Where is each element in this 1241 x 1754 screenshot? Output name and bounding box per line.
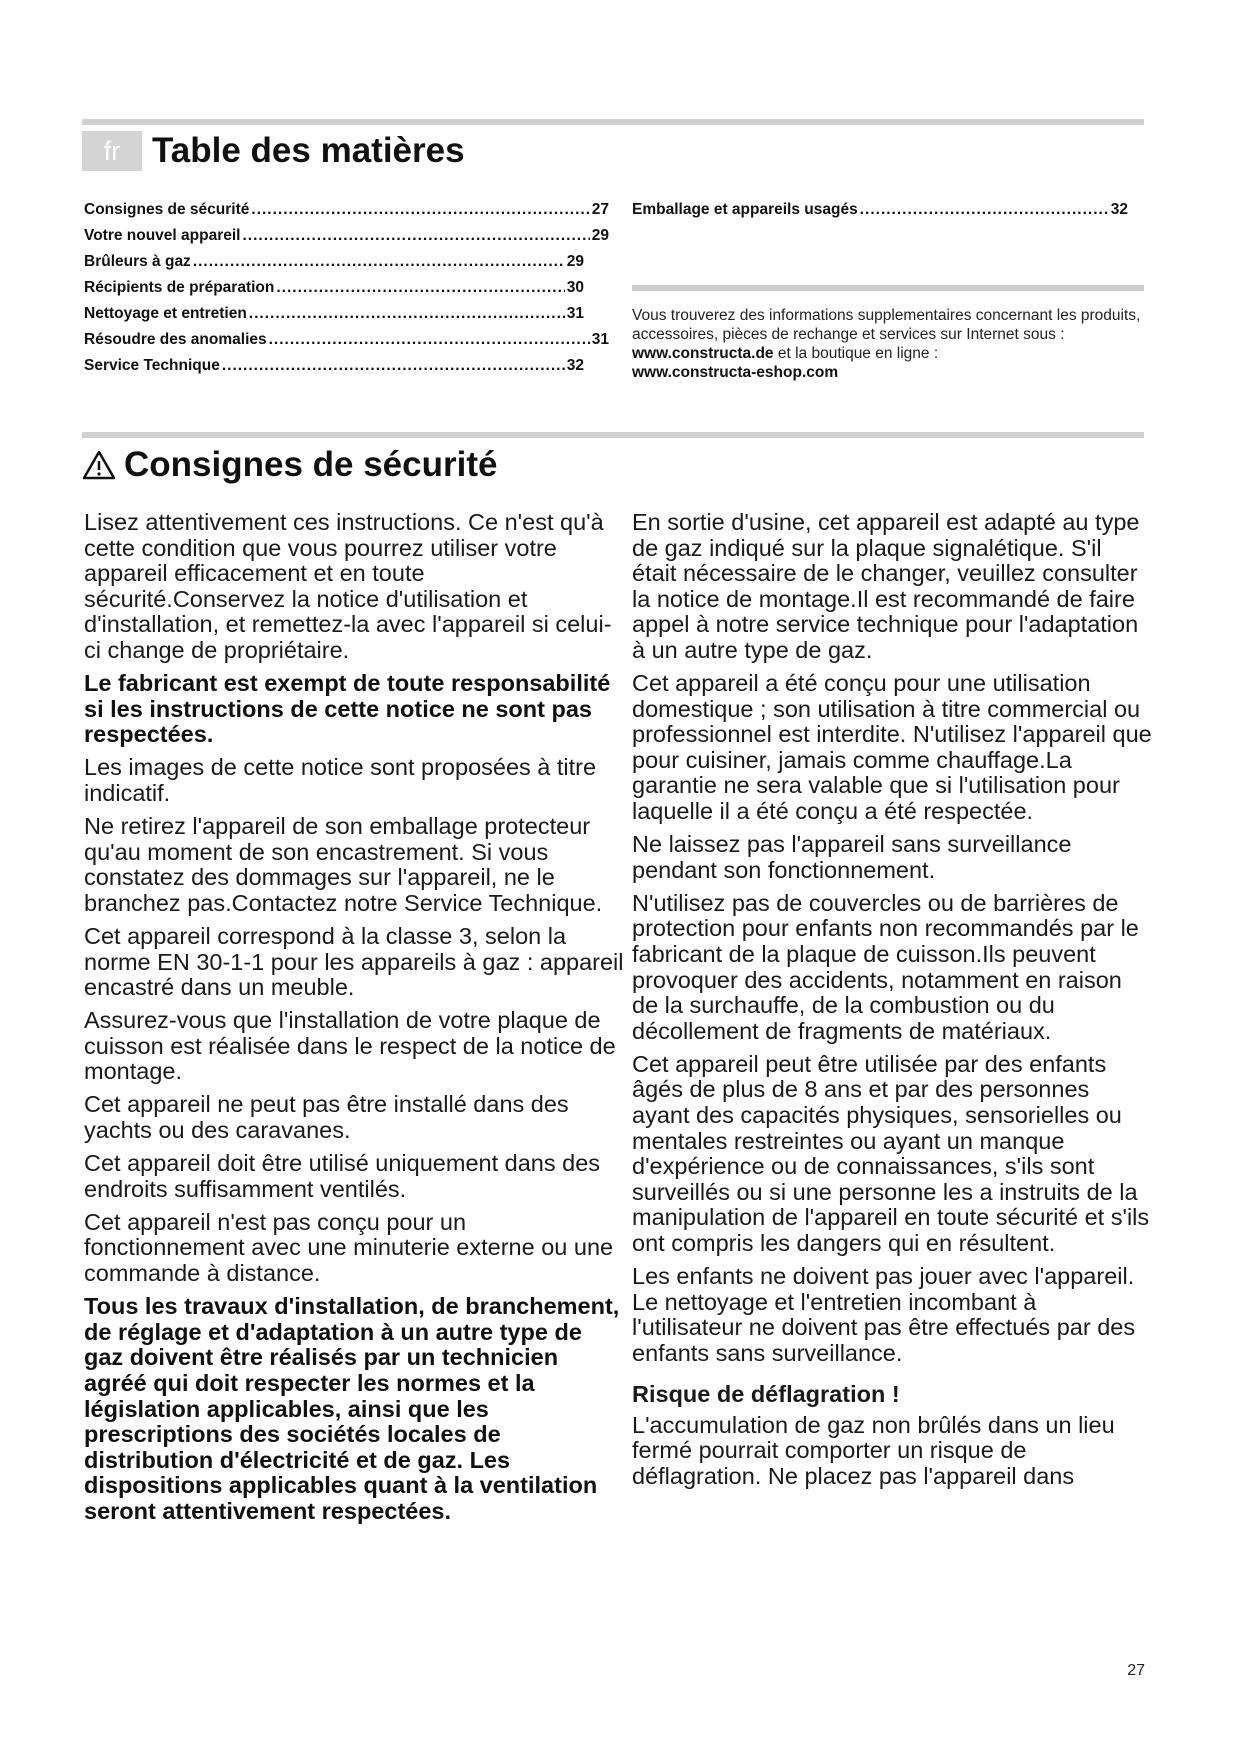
right-text-column [632, 510, 1152, 1497]
left-text-column [84, 510, 624, 1532]
paragraph: Cet appareil doit être utilisé uniquement dans des endroits suffisamment ventilés. [84, 1150, 601, 1202]
toc-entry-label: Nettoyage et entretien [84, 305, 247, 322]
eshop-link[interactable]: www.constructa-eshop.com [632, 364, 839, 381]
paragraph: En sortie d'usine, cet appareil est adapté au type de gaz indiqué sur la plaque signalétique. S'il était nécessaire de le changer, veuillez consulter la notice de montage.Il est recommandé de faire appel à notre service technique pour l'adaptation à un autre type de gaz. [632, 509, 1140, 663]
toc-entry[interactable] [84, 275, 584, 301]
paragraph: Cet appareil ne peut pas être installé dans des yachts ou des caravanes. [84, 1091, 569, 1144]
paragraph: N'utilisez pas de couvercles ou de barrières de protection pour enfants non recommandés par le fabricant de la plaque de cuisson.Ils peuvent provoquer des accidents, notamment en raison de la surchauffe, de la combustion ou du décollement de fragments de matériaux. [632, 889, 1139, 1044]
toc-entry-page: 31 [591, 331, 609, 348]
paragraph: Ne retirez l'appareil de son emballage protecteur qu'au moment de son encastrement. Si vous constatez des dommages sur l'appareil, ne le branchez pas.Contactez notre Service Technique. [84, 813, 603, 916]
toc-entry[interactable] [84, 353, 584, 379]
toc-entry-page: 30 [566, 279, 584, 296]
toc-entry-label: Service Technique [84, 357, 220, 374]
paragraph: Lisez attentivement ces instructions. Ce n'est qu'à cette condition que vous pourrez utiliser votre appareil efficacement et en toute sécurité.Conservez la notice d'utilisation et d'installation, et remettez-la avec l'appareil si celui-ci change de propriétaire. [84, 509, 612, 663]
paragraph-emphasis: Tous les travaux d'installation, de branchement, de réglage et d'adaptation à un autre type de gaz doivent être réalisés par un technicien agréé qui doit respecter les normes et la législation applicables, ainsi que les prescriptions des sociétés locales de distribution d'électricité et de gaz. Les dispositions applicables quant à la ventilation seront attentivement respectées. [84, 1293, 620, 1524]
section-title-text: Consignes de sécurité [124, 445, 498, 484]
paragraph: Cet appareil correspond à la classe 3, selon la norme EN 30-1-1 pour les appareils à gaz : appareil encastré dans un meuble. [84, 922, 624, 1001]
toc-title: Table des matières [152, 131, 465, 170]
toc-entry-page: 32 [1110, 201, 1128, 218]
toc-entry-label: Résoudre des anomalies [84, 331, 267, 348]
top-divider [82, 119, 1144, 125]
toc-entry-label: Consignes de sécurité [84, 201, 250, 218]
toc-entry-label: Brûleurs à gaz [84, 253, 191, 270]
paragraph: Cet appareil n'est pas conçu pour un fonctionnement avec une minuterie externe ou une commande à distance. [84, 1208, 614, 1287]
toc-entry[interactable] [84, 327, 609, 353]
paragraph: Ne laissez pas l'appareil sans surveillance pendant son fonctionnement. [632, 831, 1072, 883]
section-divider [82, 432, 1144, 438]
paragraph: Cet appareil peut être utilisée par des enfants âgés de plus de 8 ans et par des personnes ayant des capacités physiques, sensorielles ou mentales restreintes ou ayant un manque d'expérience ou de connaissances, s'ils sont surveillés ou si une personne les a instruits de la manipulation de l'appareil en toute sécurité et s'ils ont compris les dangers qui en résultent. [632, 1050, 1150, 1257]
toc-entry[interactable] [632, 197, 1128, 223]
toc-entry-page: 27 [591, 201, 609, 218]
paragraph-emphasis: Le fabricant est exempt de toute responsabilité si les instructions de cette notice ne sont pas respectées. [84, 670, 611, 748]
toc-right-column [632, 197, 1128, 223]
toc-left-column [84, 197, 609, 379]
paragraph: L'accumulation de gaz non brûlés dans un lieu fermé pourrait comporter un risque de déflagration. Ne placez pas l'appareil dans [632, 1411, 1115, 1489]
toc-entry-page: 31 [566, 305, 584, 322]
paragraph: Les enfants ne doivent pas jouer avec l'appareil. Le nettoyage et l'entretien incombant à l'utilisateur ne doivent pas être effectués par des enfants sans surveillance. [632, 1263, 1136, 1366]
toc-entry[interactable] [84, 301, 584, 327]
warning-icon [82, 450, 116, 480]
toc-entry-page: 29 [591, 227, 609, 244]
language-badge: fr [82, 131, 142, 171]
toc-entry-page: 32 [566, 357, 584, 374]
info-divider [632, 285, 1144, 291]
toc-entry[interactable] [84, 223, 609, 249]
toc-entry[interactable] [84, 197, 609, 223]
info-text: Vous trouverez des informations supplementaires concernant les produits, accessoires, pièces de rechange et services sur Internet sous : www.constructa.de et la boutique en ligne : www.constructa-eshop.com [632, 307, 1141, 381]
page-number: 27 [1127, 1662, 1145, 1679]
subheading: Risque de déflagration ! [632, 1380, 900, 1407]
paragraph: Assurez-vous que l'installation de votre plaque de cuisson est réalisée dans le respect de la notice de montage. [84, 1007, 616, 1085]
paragraph: Cet appareil a été conçu pour une utilisation domestique ; son utilisation à titre commercial ou professionnel est interdite. N'utilisez l'appareil que pour cuisiner, jamais comme chauffage.La garantie ne sera valable que si l'utilisation pour laquelle il a été conçu a été respectée. [632, 670, 1152, 825]
website-link[interactable]: www.constructa.de [632, 345, 774, 362]
toc-entry-label: Votre nouvel appareil [84, 227, 241, 244]
paragraph: Les images de cette notice sont proposées à titre indicatif. [84, 754, 597, 806]
section-title [82, 441, 497, 489]
toc-entry-label: Emballage et appareils usagés [632, 201, 858, 218]
toc-entry[interactable] [84, 249, 584, 275]
toc-entry-page: 29 [566, 253, 584, 270]
toc-entry-label: Récipients de préparation [84, 279, 275, 296]
